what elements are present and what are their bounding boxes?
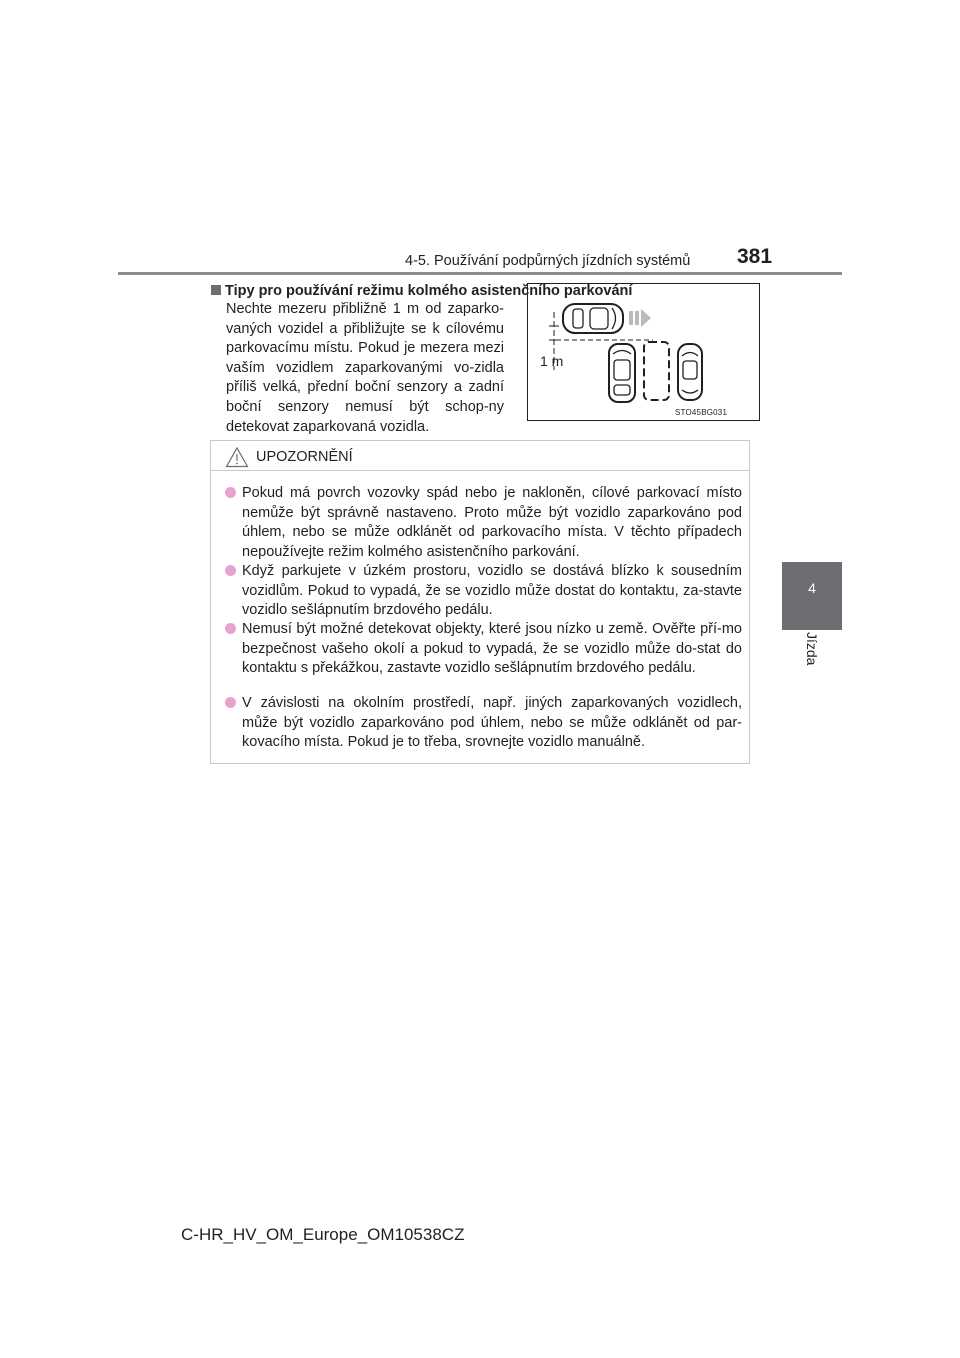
chapter-label <box>797 632 827 692</box>
header-section-title: 4-5. Používání podpůrných jízdních systémů <box>405 253 691 269</box>
moving-car-icon <box>563 304 623 333</box>
parked-car-left-icon <box>609 344 635 402</box>
chapter-number: 4 <box>808 580 816 596</box>
bullet-dot-icon <box>225 565 236 576</box>
caution-item-text: Nemusí být možné detekovat objekty, které jsou nízko u země. Ověřte pří-mo bezpečnost vašeho okolí a pokud to vypadá, že se vozidlo může do-stat do kontaktu s překážkou, zastavte vozidlo sešlápnutím brzdového pedálu. <box>242 621 742 677</box>
header-divider <box>118 272 842 275</box>
direction-arrow-icon <box>629 309 651 327</box>
figure-code: STO45BG031 <box>675 408 728 417</box>
intro-paragraph: Nechte mezeru přibližně 1 m od zaparko-vaných vozidel a přibližujte se k cílovému parkovacímu místu. Pokud je mezera mezi vaším vozidlem zaparkovanými vo-zidla příliš velká, přední boční senzory a zadní boční senzory nemusí být schop-ny detekovat zaparkovaná vozidla. <box>226 301 504 435</box>
caution-item-text: Když parkujete v úzkém prostoru, vozidlo se dostává blízko k sousedním vozidlům. Pokud to vypadá, že se vozidlo může dostat do kontaktu, za-stavte vozidlo sešlápnutím brzdového pedálu. <box>242 563 742 619</box>
section-heading-text: Tipy pro používání režimu kolmého asistenčního parkování <box>225 283 633 299</box>
caution-title: UPOZORNĚNÍ <box>256 449 353 465</box>
distance-label: 1 m <box>540 353 564 369</box>
caution-divider <box>211 470 749 471</box>
square-bullet-icon <box>211 285 221 295</box>
page-number: 381 <box>737 245 773 268</box>
bullet-dot-icon <box>225 487 236 498</box>
warning-icon <box>225 446 249 468</box>
caution-item-text: Pokud má povrch vozovky spád nebo je nakloněn, cílové parkovací místo nemůže být správně nastaveno. Proto může být vozidlo zaparkováno pod úhlem, nebo se může odklánět od parkovacího místa. V těchto případech nepoužívejte režim kolmého asistenčního parkování. <box>242 485 742 560</box>
document-code: C-HR_HV_OM_Europe_OM10538CZ <box>181 1225 465 1244</box>
chapter-label-text: Jízda <box>804 632 820 666</box>
chapter-tab <box>782 562 842 630</box>
target-parking-space <box>644 342 669 400</box>
caution-item-text: V závislosti na okolním prostředí, např. jiných zaparkovaných vozidlech, může být vozidlo zaparkováno pod úhlem, nebo se může odklánět od par-kovacího místa. Pokud je to třeba, srovnejte vozidlo manuálně. <box>242 695 742 751</box>
parking-illustration <box>527 283 760 421</box>
bullet-dot-icon <box>225 697 236 708</box>
bullet-dot-icon <box>225 623 236 634</box>
parked-car-right-icon <box>678 344 702 400</box>
